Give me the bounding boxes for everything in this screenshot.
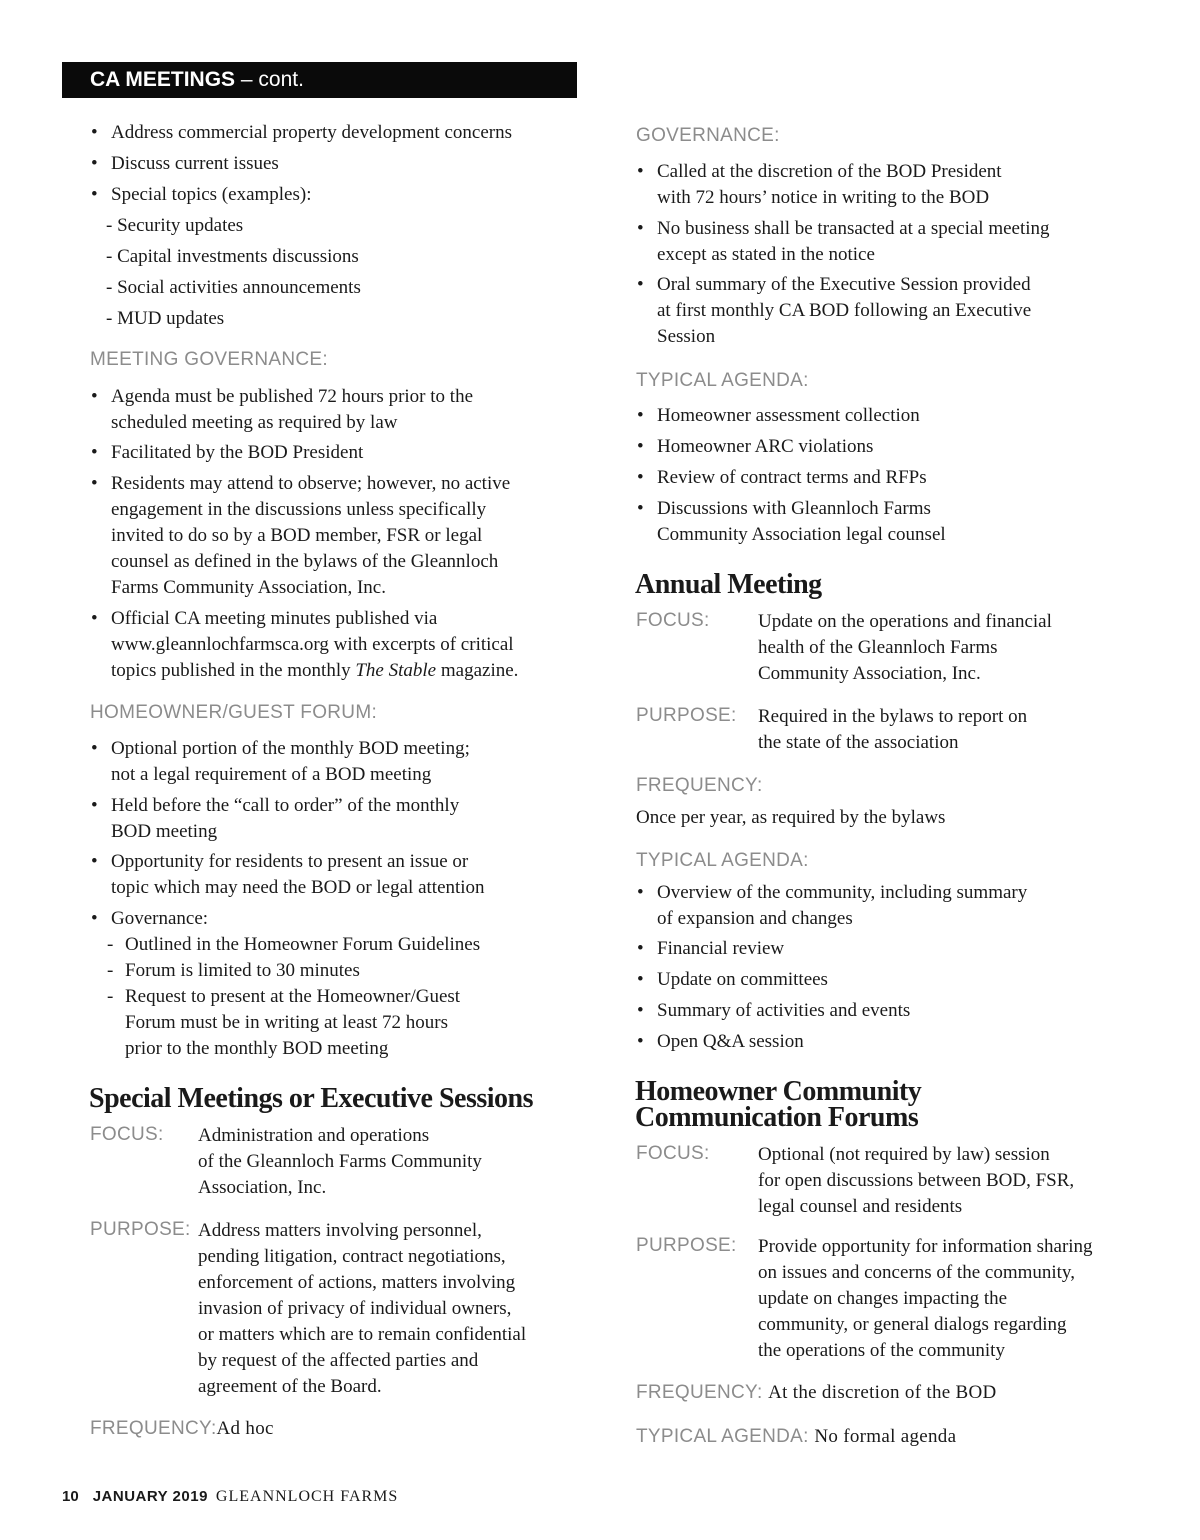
field-label: FREQUENCY:Ad hoc bbox=[90, 1418, 274, 1439]
list-item: • Update on committees bbox=[637, 969, 828, 990]
list-item: - MUD updates bbox=[106, 308, 225, 329]
banner-suffix: – cont. bbox=[235, 68, 304, 91]
list-item: • Held before the “call to order” of the monthly BOD meeting bbox=[91, 795, 460, 842]
list-item: • Homeowner assessment collection bbox=[637, 405, 920, 426]
list-item: • Official CA meeting minutes published via www.gleannlochfarmsca.org with excerpts of critical topics published in the monthly The Stable magazine. bbox=[91, 608, 519, 681]
field-label: FOCUS: bbox=[90, 1124, 164, 1145]
publication-name: GLEANNLOCH FARMS bbox=[215, 1488, 399, 1505]
list-item: • Discussions with Gleannloch Farms Community Association legal counsel bbox=[637, 498, 946, 545]
list-item: • Optional portion of the monthly BOD meeting; not a legal requirement of a BOD meeting bbox=[91, 738, 470, 785]
section-label: MEETING GOVERNANCE: bbox=[90, 349, 328, 370]
field-label: PURPOSE: bbox=[636, 705, 737, 726]
field-label: FOCUS: bbox=[636, 610, 710, 631]
field-value: Once per year, as required by the bylaws bbox=[636, 807, 946, 828]
field-value: Required in the bylaws to report on the state of the association bbox=[758, 706, 1028, 753]
list-item: • Oral summary of the Executive Session provided at first monthly CA BOD following an Executive Session bbox=[637, 274, 1032, 347]
section-label: HOMEOWNER/GUEST FORUM: bbox=[90, 702, 378, 723]
field-value: No formal agenda bbox=[814, 1426, 957, 1447]
list-item: • Governance: bbox=[91, 908, 209, 929]
field-value: At the discretion of the BOD bbox=[768, 1382, 997, 1403]
list-item: - Social activities announcements bbox=[106, 277, 361, 298]
list-item: • Address commercial property development concerns bbox=[91, 122, 512, 143]
list-item: • Homeowner ARC violations bbox=[637, 436, 874, 457]
field-value: Provide opportunity for information sharing on issues and concerns of the community, update on changes impacting the community, or general dialogs regarding the operations of the community bbox=[758, 1236, 1093, 1361]
section-label: TYPICAL AGENDA: bbox=[636, 370, 809, 391]
issue-date: JANUARY 2019 bbox=[92, 1488, 208, 1505]
field-label: TYPICAL AGENDA: No formal agenda bbox=[636, 1426, 957, 1447]
page-number: 10 bbox=[62, 1488, 79, 1505]
field-value: Address matters involving personnel, pending litigation, contract negotiations, enforcement of actions, matters involving invasion of privacy of individual owners, or matters which are to remain confidential by request of the affected parties and agreement of the Board. bbox=[198, 1220, 527, 1397]
list-item: • Review of contract terms and RFPs bbox=[637, 467, 927, 488]
section-label: TYPICAL AGENDA: bbox=[636, 850, 809, 871]
field-label: FREQUENCY: bbox=[636, 775, 763, 796]
field-label: PURPOSE: bbox=[90, 1219, 191, 1240]
list-item: - Security updates bbox=[106, 215, 244, 236]
field-label: FREQUENCY: At the discretion of the BOD bbox=[636, 1382, 997, 1403]
list-item: - Outlined in the Homeowner Forum Guidelines bbox=[107, 934, 481, 955]
field-value: Update on the operations and financial health of the Gleannloch Farms Community Association, Inc. bbox=[758, 611, 1052, 684]
list-item: - Capital investments discussions bbox=[106, 246, 359, 267]
section-label: GOVERNANCE: bbox=[636, 125, 780, 146]
banner-title: CA MEETINGS bbox=[90, 68, 236, 91]
list-item: • Open Q&A session bbox=[637, 1031, 804, 1052]
field-value: Optional (not required by law) session for open discussions between BOD, FSR, legal counsel and residents bbox=[758, 1144, 1075, 1217]
section-heading: Homeowner Community Communication Forums bbox=[635, 1076, 922, 1133]
list-item: • Special topics (examples): bbox=[91, 184, 312, 205]
list-item: • Discuss current issues bbox=[91, 153, 279, 174]
page-footer bbox=[62, 1488, 398, 1506]
list-item: • Facilitated by the BOD President bbox=[91, 442, 364, 463]
field-value: Ad hoc bbox=[216, 1418, 274, 1439]
list-item: • Opportunity for residents to present an issue or topic which may need the BOD or legal attention bbox=[91, 851, 485, 898]
section-banner bbox=[62, 62, 577, 98]
list-item: • Residents may attend to observe; however, no active engagement in the discussions unless specifically invited to do so by a BOD member, FSR or legal counsel as defined in the bylaws of the Gleannloch Farms Community Association, Inc. bbox=[91, 473, 511, 598]
section-heading: Annual Meeting bbox=[635, 569, 822, 600]
list-item: • Agenda must be published 72 hours prior to the scheduled meeting as required by law bbox=[91, 386, 474, 433]
section-heading: Special Meetings or Executive Sessions bbox=[89, 1083, 534, 1114]
field-value: Administration and operations of the Gleannloch Farms Community Association, Inc. bbox=[198, 1125, 482, 1198]
list-item: • Summary of activities and events bbox=[637, 1000, 911, 1021]
field-label: FOCUS: bbox=[636, 1143, 710, 1164]
list-item: - Forum is limited to 30 minutes bbox=[107, 960, 360, 981]
field-label: PURPOSE: bbox=[636, 1235, 737, 1256]
list-item: • Called at the discretion of the BOD President with 72 hours’ notice in writing to the BOD bbox=[637, 161, 1002, 208]
list-item: - Request to present at the Homeowner/Guest Forum must be in writing at least 72 hours prior to the monthly BOD meeting bbox=[107, 986, 461, 1059]
list-item: • Financial review bbox=[637, 938, 785, 959]
list-item: • Overview of the community, including summary of expansion and changes bbox=[637, 882, 1028, 929]
list-item: • No business shall be transacted at a special meeting except as stated in the notice bbox=[637, 218, 1050, 265]
